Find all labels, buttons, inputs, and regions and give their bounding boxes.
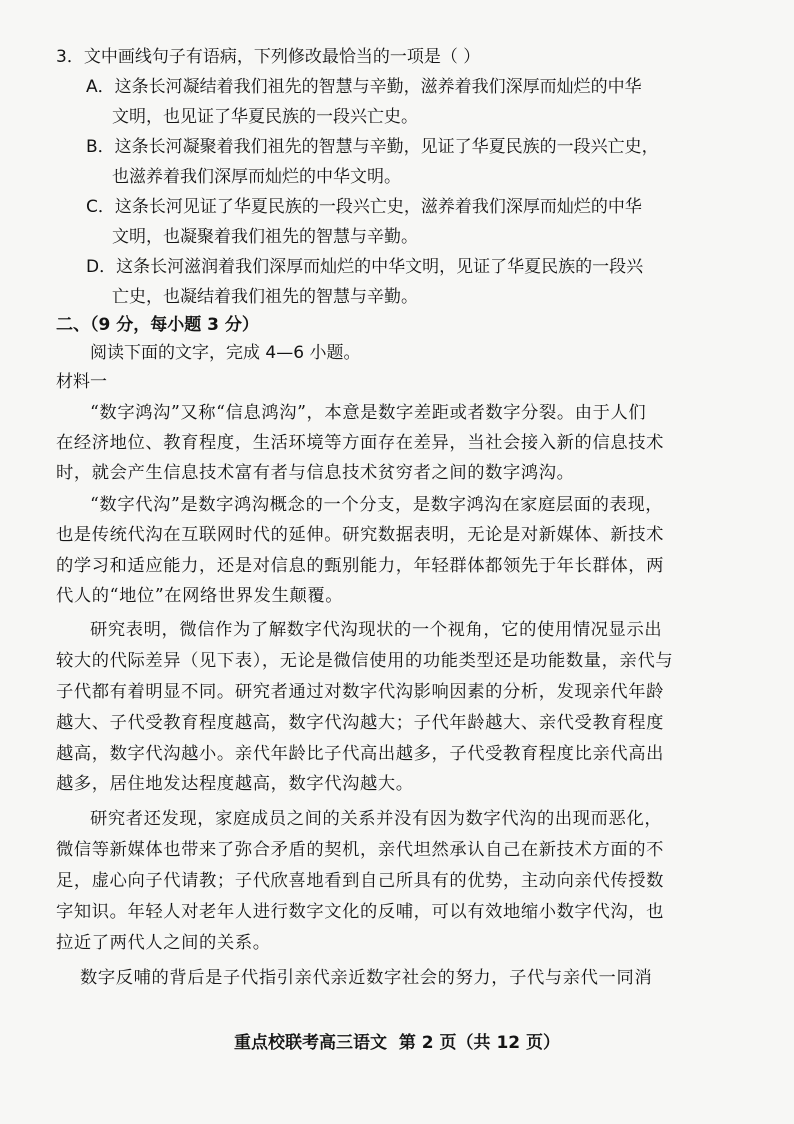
option-d-line1: D．这条长河滋润着我们深厚而灿烂的中华文明，见证了华夏民族的一段兴 — [86, 257, 644, 277]
paragraph-line: 时，就会产生信息技术富有者与信息技术贫穷者之间的数字鸿沟。 — [56, 463, 575, 483]
option-a-line1: A．这条长河凝结着我们祖先的智慧与辛勤，滋养着我们深厚而灿烂的中华 — [86, 77, 642, 97]
paragraph-line: 较大的代际差异（见下表），无论是微信使用的功能类型还是功能数量，亲代与 — [56, 651, 674, 671]
paragraph-line: 拉近了两代人之间的关系。 — [56, 933, 271, 953]
paragraph-line: 也是传统代沟在互联网时代的延伸。研究数据表明，无论是对新媒体、新技术 — [56, 525, 664, 545]
footer-exam-title: 重点校联考高三语文 — [233, 1033, 387, 1053]
option-c-line1: C．这条长河见证了华夏民族的一段兴亡史，滋养着我们深厚而灿烂的中华 — [86, 197, 642, 217]
section-2-heading: 二、（9 分，每小题 3 分） — [56, 315, 259, 335]
page-footer — [0, 1028, 794, 1053]
question-3-stem: 3．文中画线句子有语病，下列修改最恰当的一项是（ ） — [56, 47, 481, 67]
paragraph-line: 子代都有着明显不同。研究者通过对数字代沟影响因素的分析，发现亲代年龄 — [56, 682, 664, 702]
option-a-line2: 文明，也见证了华夏民族的一段兴亡史。 — [112, 107, 418, 127]
paragraph-line: “数字代沟”是数字鸿沟概念的一个分支，是数字鸿沟在家庭层面的表现， — [90, 495, 664, 515]
option-b-line2: 也滋养着我们深厚而灿烂的中华文明。 — [112, 167, 401, 187]
paragraph-line: 越大、子代受教育程度越高，数字代沟越大；子代年龄越大、亲代受教育程度 — [56, 713, 664, 733]
paragraph-line: 越多，居住地发达程度越高，数字代沟越大。 — [56, 774, 414, 794]
paragraph-line: 研究者还发现，家庭成员之间的关系并没有因为数字代沟的出现而恶化， — [90, 809, 663, 829]
footer-page-number: 第 2 页（共 12 页） — [398, 1033, 561, 1053]
paragraph-line: 在经济地位、教育程度，生活环境等方面存在差异，当社会接入新的信息技术 — [56, 433, 664, 453]
option-b-line1: B．这条长河凝聚着我们祖先的智慧与辛勤，见证了华夏民族的一段兴亡史， — [86, 137, 659, 157]
paragraph-line: 研究表明，微信作为了解数字代沟现状的一个视角，它的使用情况显示出 — [90, 620, 663, 640]
paragraph-line: 足，虚心向子代请教；子代欣喜地看到自己所具有的优势，主动向亲代传授数 — [56, 871, 664, 891]
paragraph-line: 字知识。年轻人对老年人进行数字文化的反哺，可以有效地缩小数字代沟，也 — [56, 902, 664, 922]
option-c-line2: 文明，也凝聚着我们祖先的智慧与辛勤。 — [112, 227, 418, 247]
material-1-title: 材料一 — [56, 372, 107, 392]
paragraph-line: 微信等新媒体也带来了弥合矛盾的契机，亲代坦然承认自己在新技术方面的不 — [56, 840, 664, 860]
option-d-line2: 亡史，也凝结着我们祖先的智慧与辛勤。 — [112, 287, 418, 307]
paragraph-line: 代人的“地位”在网络世界发生颠覆。 — [56, 586, 344, 606]
section-2-instruction: 阅读下面的文字，完成 4—6 小题。 — [90, 343, 361, 363]
paragraph-line: 越高，数字代沟越小。亲代年龄比子代高出越多，子代受教育程度比亲代高出 — [56, 744, 664, 764]
paragraph-line: 数字反哺的背后是子代指引亲代亲近数字社会的努力，子代与亲代一同消 — [80, 968, 653, 988]
paragraph-line: “数字鸿沟”又称“信息鸿沟”，本意是数字差距或者数字分裂。由于人们 — [90, 403, 647, 423]
paragraph-line: 的学习和适应能力，还是对信息的甄别能力，年轻群体都领先于年长群体，两 — [56, 556, 664, 576]
